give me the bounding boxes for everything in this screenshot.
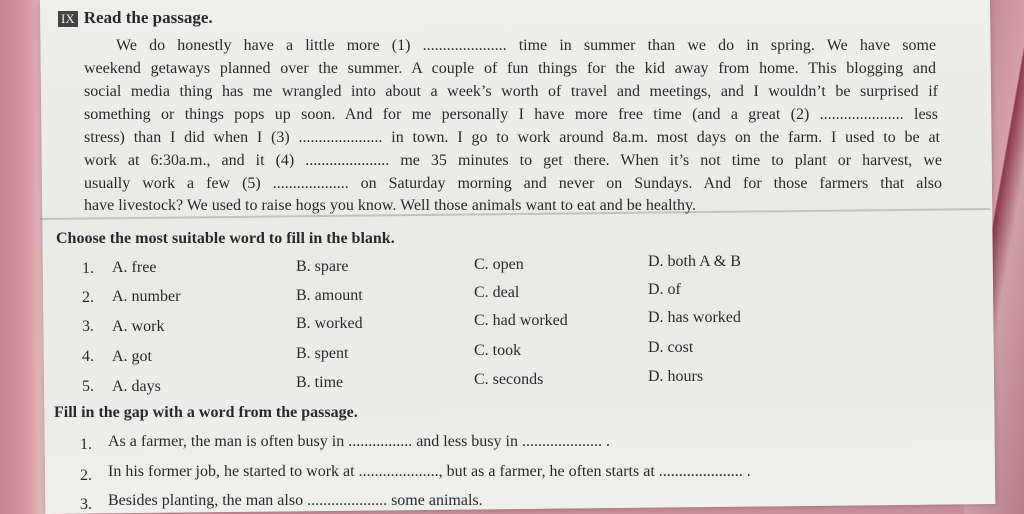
option-a: A. got (112, 348, 152, 365)
fill-text: As a farmer, the man is often busy in ................ and less busy in .................... . (108, 433, 610, 450)
passage-line: usually work a few (5) ................... on Saturday morning and never on Sundays. And for those farmers that also (84, 175, 942, 192)
option-d: D. cost (648, 339, 694, 356)
fill-number: 3. (80, 496, 92, 513)
option-c: C. seconds (474, 371, 544, 388)
question-number: 2. (82, 289, 94, 306)
fill-number: 1. (80, 436, 92, 453)
passage-line: something or things pops up soon. And for me personally I have more free time (and a great (2) ..................... less (84, 106, 938, 123)
option-d: D. both A & B (648, 253, 741, 270)
passage-line: We do honestly have a little more (1) ..................... time in summer than we do in spring. We have some (116, 37, 936, 54)
fill-number: 2. (80, 467, 92, 484)
option-a: A. number (112, 288, 181, 305)
option-d: D. of (648, 281, 681, 298)
option-b: B. worked (296, 315, 363, 332)
option-d: D. hours (648, 368, 704, 385)
option-c: C. open (474, 256, 524, 273)
option-b: B. time (296, 374, 344, 391)
option-c: C. deal (474, 284, 520, 301)
option-b: B. spent (296, 345, 349, 362)
section-heading (58, 9, 213, 27)
choose-title: Choose the most suitable word to fill in the blank. (56, 230, 395, 247)
question-number: 1. (82, 260, 94, 277)
passage-line: work at 6:30a.m., and it (4) ..................... me 35 minutes to get there. When it’s not time to plant or harvest, we (84, 152, 942, 169)
option-a: A. work (112, 318, 165, 335)
option-a: A. days (112, 378, 161, 395)
passage-line: have livestock? We used to raise hogs you know. Well those animals want to eat and be healthy. (84, 197, 696, 214)
option-c: C. took (474, 342, 522, 359)
passage-line: weekend getaways planned over the summer. A couple of fun things for the kid away from home. This blogging and (84, 60, 936, 77)
question-number: 4. (82, 348, 94, 365)
section-badge: IX (58, 11, 78, 27)
question-number: 3. (82, 318, 94, 335)
fill-text: In his former job, he started to work at ...................., but as a farmer, he often starts at ..................... . (108, 463, 751, 480)
passage-line: social media thing has me wrangled into about a week’s worth of travel and meetings, and I wouldn’t be surprised if (84, 83, 938, 100)
question-number: 5. (82, 378, 94, 395)
option-a: A. free (112, 259, 157, 276)
option-d: D. has worked (648, 309, 741, 326)
fill-text: Besides planting, the man also .................... some animals. (108, 492, 483, 509)
fill-title: Fill in the gap with a word from the passage. (54, 404, 358, 421)
option-b: B. spare (296, 258, 349, 275)
passage-line: stress) than I did when I (3) ..................... in town. I go to work around 8a.m. most days on the farm. I used to be at (84, 129, 940, 146)
option-b: B. amount (296, 287, 363, 304)
option-c: C. had worked (474, 312, 568, 329)
section-title: Read the passage. (83, 8, 213, 27)
